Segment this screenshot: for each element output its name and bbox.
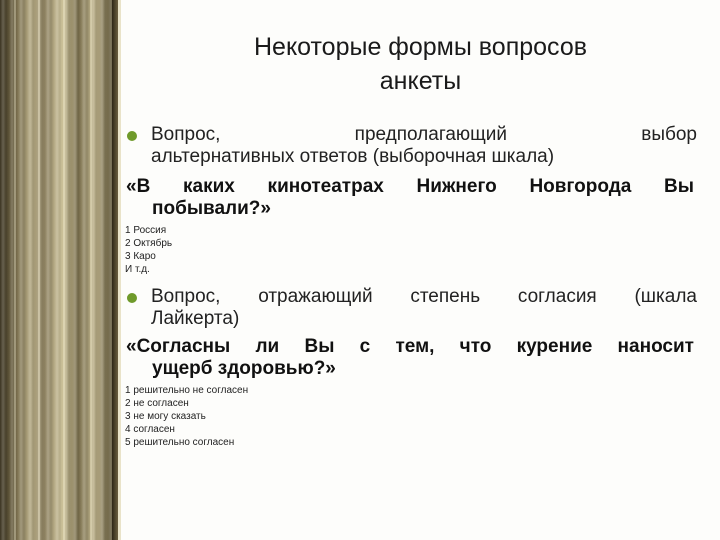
frame-streak [63, 0, 65, 540]
bullet-text-line: Вопрос, предполагающий выбор [151, 124, 697, 145]
title-line: анкеты [379, 67, 462, 95]
frame-streak [38, 0, 40, 540]
question-line: побывали?» [152, 198, 271, 219]
bullet-text-line: Вопрос, отражающий степень согласия (шкала [151, 286, 697, 307]
answer-option: 4 согласен [125, 424, 175, 435]
question-line: ущерб здоровью?» [152, 358, 336, 379]
answer-option: 1 решительно не согласен [125, 385, 249, 396]
decorative-gold-frame [0, 0, 112, 540]
bullet-icon [127, 293, 137, 303]
answer-options [125, 224, 172, 276]
question-line: «Согласны ли Вы с тем, что курение наносит [126, 336, 694, 357]
question-line: «В каких кинотеатрах Нижнего Новгорода Вы [126, 176, 694, 197]
slide-content [121, 0, 720, 540]
bullet-text [151, 124, 697, 168]
answer-option: И т.д. [125, 264, 150, 275]
answer-option: 2 не согласен [125, 398, 189, 409]
bullet-text [151, 286, 697, 330]
answer-option: 3 Каро [125, 251, 156, 262]
answer-option: 5 решительно согласен [125, 437, 235, 448]
answer-options [125, 384, 248, 449]
frame-streak [90, 0, 92, 540]
question-text [126, 336, 694, 380]
bullet-icon [127, 131, 137, 141]
bullet-text-line: Лайкерта) [151, 308, 240, 329]
question-text [126, 176, 694, 220]
answer-option: 2 Октябрь [125, 238, 173, 249]
title-line: Некоторые формы вопросов [253, 33, 588, 61]
answer-option: 3 не могу сказать [125, 411, 206, 422]
frame-streak [14, 0, 16, 540]
bullet-text-line: альтернативных ответов (выборочная шкала) [151, 146, 555, 167]
answer-option: 1 Россия [125, 225, 167, 236]
slide-title [121, 30, 720, 98]
